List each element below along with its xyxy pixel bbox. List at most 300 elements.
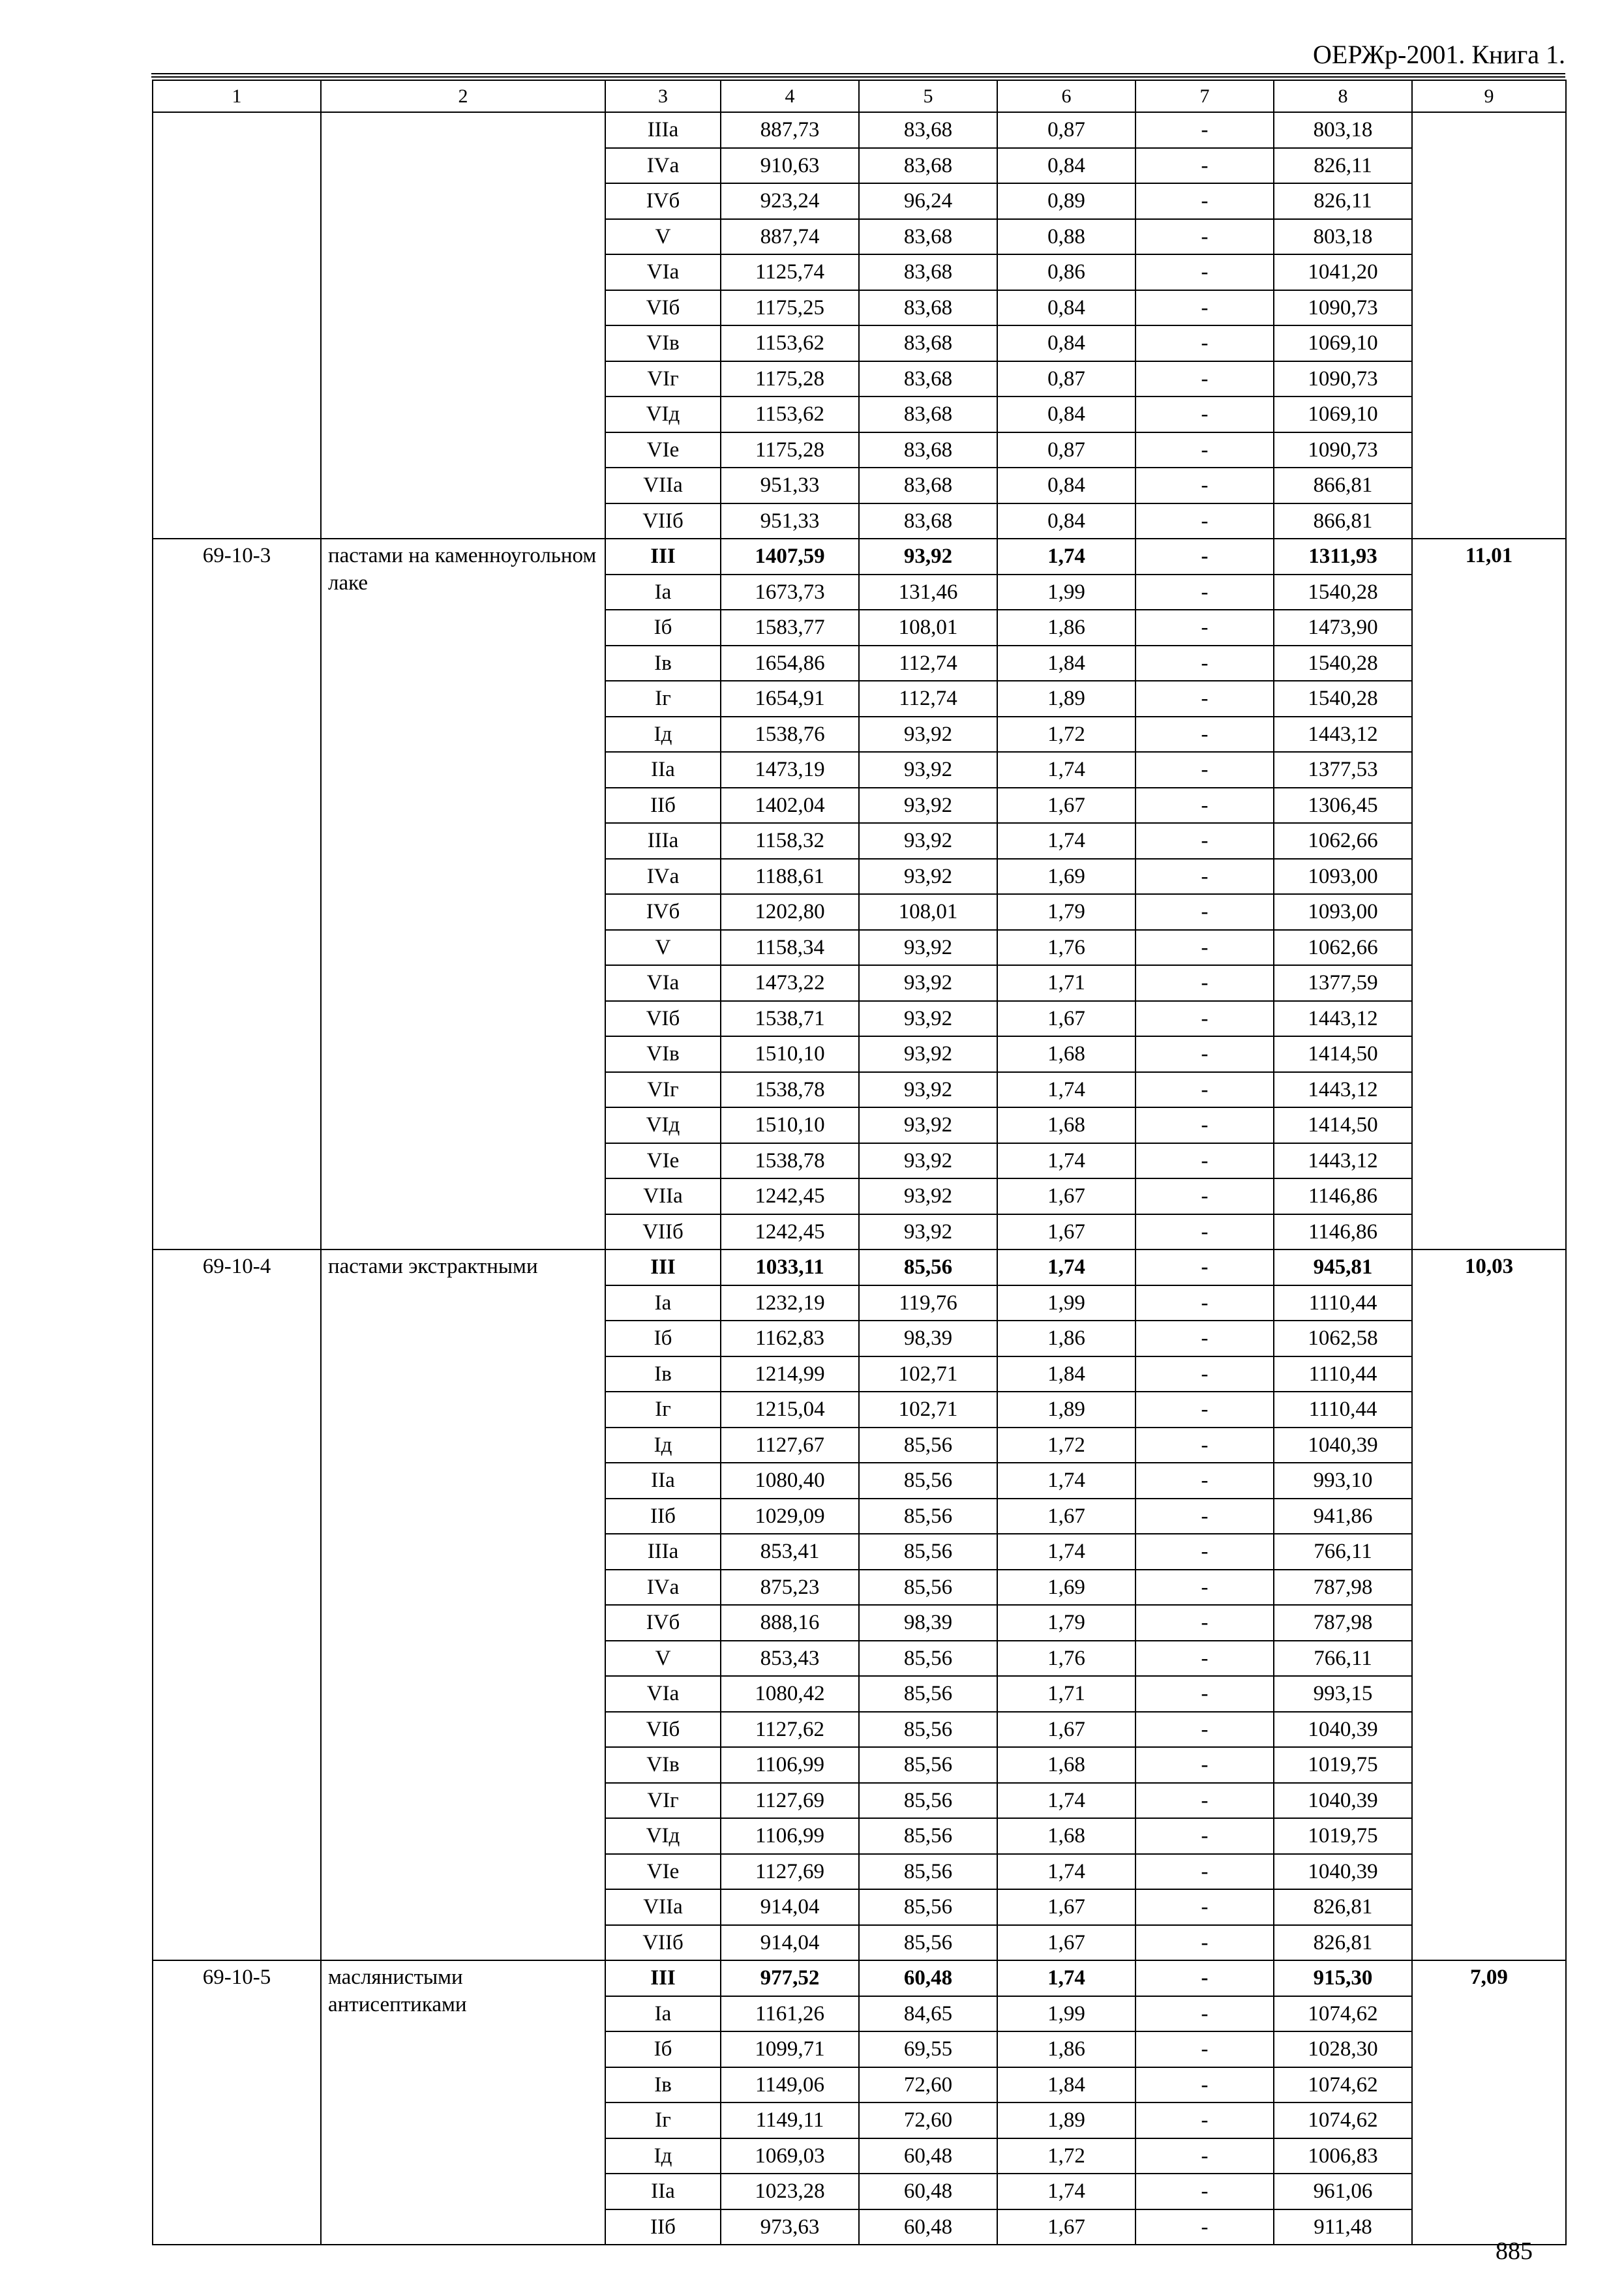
labor-cost-cell: 7,09 — [1412, 1960, 1566, 2245]
column-number-cell: 6 — [997, 80, 1135, 112]
column-number-cell: 1 — [153, 80, 321, 112]
wages-cell: 93,92 — [859, 859, 997, 895]
drivers-wages-cell: - — [1135, 325, 1274, 361]
category-cell: IIа — [605, 752, 721, 788]
drivers-wages-cell: - — [1135, 2031, 1274, 2067]
category-cell: Iа — [605, 1996, 721, 2032]
materials-cell: 826,81 — [1274, 1925, 1412, 1961]
wages-cell: 96,24 — [859, 183, 997, 219]
materials-cell: 1028,30 — [1274, 2031, 1412, 2067]
drivers-wages-cell: - — [1135, 2174, 1274, 2209]
table-row — [153, 112, 1566, 148]
wages-cell: 83,68 — [859, 468, 997, 503]
wages-cell: 83,68 — [859, 219, 997, 255]
machines-cell: 1,67 — [997, 1214, 1135, 1250]
materials-cell: 1069,10 — [1274, 325, 1412, 361]
materials-cell: 1414,50 — [1274, 1036, 1412, 1072]
drivers-wages-cell: - — [1135, 1285, 1274, 1321]
rate-code-cell: 69-10-5 — [153, 1960, 321, 2245]
machines-cell: 1,74 — [997, 1463, 1135, 1499]
machines-cell: 1,74 — [997, 752, 1135, 788]
column-number-cell: 5 — [859, 80, 997, 112]
total-cost-cell: 1538,71 — [721, 1001, 859, 1037]
materials-cell: 1090,73 — [1274, 290, 1412, 326]
materials-cell: 826,11 — [1274, 148, 1412, 184]
category-cell: Iб — [605, 610, 721, 646]
drivers-wages-cell: - — [1135, 148, 1274, 184]
total-cost-cell: 1127,69 — [721, 1854, 859, 1890]
category-cell: VIг — [605, 1072, 721, 1108]
total-cost-cell: 951,33 — [721, 503, 859, 539]
total-cost-cell: 888,16 — [721, 1605, 859, 1641]
materials-cell: 1040,39 — [1274, 1712, 1412, 1748]
drivers-wages-cell: - — [1135, 1925, 1274, 1961]
wages-cell: 102,71 — [859, 1392, 997, 1428]
drivers-wages-cell: - — [1135, 1392, 1274, 1428]
total-cost-cell: 1099,71 — [721, 2031, 859, 2067]
header-rule — [151, 76, 1565, 78]
machines-cell: 1,72 — [997, 1428, 1135, 1463]
wages-cell: 83,68 — [859, 112, 997, 148]
machines-cell: 1,67 — [997, 1178, 1135, 1214]
category-cell: VIа — [605, 254, 721, 290]
category-cell: VIIб — [605, 1925, 721, 1961]
materials-cell: 803,18 — [1274, 112, 1412, 148]
materials-cell: 1062,66 — [1274, 823, 1412, 859]
materials-cell: 1540,28 — [1274, 646, 1412, 681]
drivers-wages-cell: - — [1135, 2067, 1274, 2103]
materials-cell: 1146,86 — [1274, 1214, 1412, 1250]
drivers-wages-cell: - — [1135, 1499, 1274, 1534]
total-cost-cell: 853,41 — [721, 1534, 859, 1570]
category-cell: VIIб — [605, 503, 721, 539]
rate-code-cell: 69-10-4 — [153, 1249, 321, 1960]
category-cell: Iд — [605, 717, 721, 753]
total-cost-cell: 1214,99 — [721, 1356, 859, 1392]
machines-cell: 0,84 — [997, 325, 1135, 361]
materials-cell: 941,86 — [1274, 1499, 1412, 1534]
machines-cell: 1,79 — [997, 1605, 1135, 1641]
wages-cell: 85,56 — [859, 1925, 997, 1961]
total-cost-cell: 1023,28 — [721, 2174, 859, 2209]
materials-cell: 1041,20 — [1274, 254, 1412, 290]
materials-cell: 911,48 — [1274, 2209, 1412, 2245]
drivers-wages-cell: - — [1135, 503, 1274, 539]
drivers-wages-cell: - — [1135, 1783, 1274, 1819]
materials-cell: 1040,39 — [1274, 1854, 1412, 1890]
wages-cell: 93,92 — [859, 1001, 997, 1037]
category-cell: IVб — [605, 894, 721, 930]
materials-cell: 1093,00 — [1274, 859, 1412, 895]
drivers-wages-cell: - — [1135, 1001, 1274, 1037]
wages-cell: 83,68 — [859, 432, 997, 468]
drivers-wages-cell: - — [1135, 1534, 1274, 1570]
materials-cell: 1540,28 — [1274, 681, 1412, 717]
total-cost-cell: 1175,28 — [721, 432, 859, 468]
drivers-wages-cell: - — [1135, 2209, 1274, 2245]
wages-cell: 93,92 — [859, 1178, 997, 1214]
materials-cell: 1540,28 — [1274, 575, 1412, 610]
category-cell: Iв — [605, 2067, 721, 2103]
wages-cell: 85,56 — [859, 1428, 997, 1463]
wages-cell: 60,48 — [859, 1960, 997, 1996]
column-number-cell: 3 — [605, 80, 721, 112]
wages-cell: 93,92 — [859, 1072, 997, 1108]
drivers-wages-cell: - — [1135, 859, 1274, 895]
total-cost-cell: 1149,11 — [721, 2102, 859, 2138]
machines-cell: 1,67 — [997, 1499, 1135, 1534]
total-cost-cell: 1242,45 — [721, 1214, 859, 1250]
running-header: ОЕРЖр-2001. Книга 1. — [1313, 40, 1565, 69]
category-cell: Iг — [605, 2102, 721, 2138]
wages-cell: 93,92 — [859, 1214, 997, 1250]
machines-cell: 1,67 — [997, 788, 1135, 824]
total-cost-cell: 887,73 — [721, 112, 859, 148]
materials-cell: 1443,12 — [1274, 1001, 1412, 1037]
category-cell: IVа — [605, 148, 721, 184]
drivers-wages-cell: - — [1135, 361, 1274, 397]
category-cell: V — [605, 930, 721, 966]
materials-cell: 1110,44 — [1274, 1356, 1412, 1392]
materials-cell: 1074,62 — [1274, 1996, 1412, 2032]
total-cost-cell: 1175,25 — [721, 290, 859, 326]
machines-cell: 0,87 — [997, 112, 1135, 148]
category-cell: VIг — [605, 361, 721, 397]
wages-cell: 83,68 — [859, 325, 997, 361]
machines-cell: 0,88 — [997, 219, 1135, 255]
materials-cell: 1040,39 — [1274, 1428, 1412, 1463]
category-cell: Iб — [605, 2031, 721, 2067]
materials-cell: 1110,44 — [1274, 1285, 1412, 1321]
total-cost-cell: 951,33 — [721, 468, 859, 503]
wages-cell: 93,92 — [859, 788, 997, 824]
machines-cell: 0,86 — [997, 254, 1135, 290]
column-number-cell: 2 — [321, 80, 605, 112]
wages-cell: 83,68 — [859, 254, 997, 290]
total-cost-cell: 1162,83 — [721, 1321, 859, 1356]
total-cost-cell: 1127,62 — [721, 1712, 859, 1748]
wages-cell: 93,92 — [859, 752, 997, 788]
category-cell: IVа — [605, 1570, 721, 1606]
drivers-wages-cell: - — [1135, 930, 1274, 966]
total-cost-cell: 1242,45 — [721, 1178, 859, 1214]
table-row — [153, 539, 1566, 575]
work-name-cell: маслянистыми антисептиками — [321, 1960, 605, 2245]
drivers-wages-cell: - — [1135, 1712, 1274, 1748]
machines-cell: 1,76 — [997, 930, 1135, 966]
machines-cell: 1,99 — [997, 1285, 1135, 1321]
total-cost-cell: 1149,06 — [721, 2067, 859, 2103]
materials-cell: 1414,50 — [1274, 1107, 1412, 1143]
category-cell: V — [605, 219, 721, 255]
wages-cell: 85,56 — [859, 1818, 997, 1854]
total-cost-cell: 853,43 — [721, 1641, 859, 1677]
materials-cell: 915,30 — [1274, 1960, 1412, 1996]
drivers-wages-cell: - — [1135, 1605, 1274, 1641]
wages-cell: 131,46 — [859, 575, 997, 610]
wages-cell: 93,92 — [859, 823, 997, 859]
drivers-wages-cell: - — [1135, 681, 1274, 717]
wages-cell: 83,68 — [859, 361, 997, 397]
category-cell: Iд — [605, 2138, 721, 2174]
drivers-wages-cell: - — [1135, 2138, 1274, 2174]
wages-cell: 72,60 — [859, 2102, 997, 2138]
wages-cell: 93,92 — [859, 965, 997, 1001]
materials-cell: 1443,12 — [1274, 1072, 1412, 1108]
machines-cell: 1,71 — [997, 1676, 1135, 1712]
category-cell: Iв — [605, 646, 721, 681]
machines-cell: 1,86 — [997, 2031, 1135, 2067]
labor-cost-cell: 10,03 — [1412, 1249, 1566, 1960]
drivers-wages-cell: - — [1135, 1178, 1274, 1214]
machines-cell: 1,74 — [997, 1143, 1135, 1179]
category-cell: Iг — [605, 681, 721, 717]
drivers-wages-cell: - — [1135, 1818, 1274, 1854]
machines-cell: 1,67 — [997, 1001, 1135, 1037]
work-name-cell — [321, 112, 605, 539]
machines-cell: 1,68 — [997, 1747, 1135, 1783]
header-rule — [151, 73, 1565, 74]
materials-cell: 787,98 — [1274, 1605, 1412, 1641]
wages-cell: 93,92 — [859, 1036, 997, 1072]
drivers-wages-cell: - — [1135, 1996, 1274, 2032]
total-cost-cell: 1673,73 — [721, 575, 859, 610]
drivers-wages-cell: - — [1135, 468, 1274, 503]
machines-cell: 1,74 — [997, 1854, 1135, 1890]
wages-cell: 112,74 — [859, 681, 997, 717]
total-cost-cell: 1202,80 — [721, 894, 859, 930]
machines-cell: 1,69 — [997, 1570, 1135, 1606]
wages-cell: 93,92 — [859, 1143, 997, 1179]
materials-cell: 1110,44 — [1274, 1392, 1412, 1428]
total-cost-cell: 1158,32 — [721, 823, 859, 859]
total-cost-cell: 973,63 — [721, 2209, 859, 2245]
machines-cell: 1,71 — [997, 965, 1135, 1001]
machines-cell: 0,84 — [997, 148, 1135, 184]
machines-cell: 0,84 — [997, 468, 1135, 503]
page-number: 885 — [1496, 2237, 1533, 2265]
category-cell: IIб — [605, 1499, 721, 1534]
wages-cell: 60,48 — [859, 2209, 997, 2245]
total-cost-cell: 1080,40 — [721, 1463, 859, 1499]
drivers-wages-cell: - — [1135, 752, 1274, 788]
category-cell: IIа — [605, 1463, 721, 1499]
drivers-wages-cell: - — [1135, 1249, 1274, 1285]
machines-cell: 1,74 — [997, 2174, 1135, 2209]
total-cost-cell: 1106,99 — [721, 1818, 859, 1854]
category-cell: IIб — [605, 788, 721, 824]
wages-cell: 85,56 — [859, 1854, 997, 1890]
drivers-wages-cell: - — [1135, 112, 1274, 148]
wages-cell: 102,71 — [859, 1356, 997, 1392]
machines-cell: 1,89 — [997, 2102, 1135, 2138]
category-cell: VIб — [605, 290, 721, 326]
drivers-wages-cell: - — [1135, 1356, 1274, 1392]
total-cost-cell: 1215,04 — [721, 1392, 859, 1428]
materials-cell: 1093,00 — [1274, 894, 1412, 930]
drivers-wages-cell: - — [1135, 396, 1274, 432]
wages-cell: 60,48 — [859, 2174, 997, 2209]
category-cell: IVб — [605, 183, 721, 219]
column-number-row — [153, 80, 1566, 112]
total-cost-cell: 910,63 — [721, 148, 859, 184]
wages-cell: 93,92 — [859, 717, 997, 753]
materials-cell: 866,81 — [1274, 468, 1412, 503]
category-cell: VIе — [605, 432, 721, 468]
machines-cell: 1,74 — [997, 1783, 1135, 1819]
wages-cell: 85,56 — [859, 1889, 997, 1925]
drivers-wages-cell: - — [1135, 1676, 1274, 1712]
category-cell: IVб — [605, 1605, 721, 1641]
wages-cell: 98,39 — [859, 1605, 997, 1641]
wages-cell: 85,56 — [859, 1783, 997, 1819]
total-cost-cell: 1153,62 — [721, 396, 859, 432]
total-cost-cell: 1175,28 — [721, 361, 859, 397]
drivers-wages-cell: - — [1135, 1641, 1274, 1677]
drivers-wages-cell: - — [1135, 254, 1274, 290]
category-cell: Iб — [605, 1321, 721, 1356]
labor-cost-cell: 11,01 — [1412, 539, 1566, 1249]
total-cost-cell: 1654,91 — [721, 681, 859, 717]
machines-cell: 0,87 — [997, 432, 1135, 468]
column-number-cell: 9 — [1412, 80, 1566, 112]
machines-cell: 1,84 — [997, 2067, 1135, 2103]
machines-cell: 1,67 — [997, 1925, 1135, 1961]
drivers-wages-cell: - — [1135, 1072, 1274, 1108]
materials-cell: 1090,73 — [1274, 361, 1412, 397]
total-cost-cell: 1188,61 — [721, 859, 859, 895]
drivers-wages-cell: - — [1135, 1960, 1274, 1996]
materials-cell: 1377,53 — [1274, 752, 1412, 788]
machines-cell: 1,67 — [997, 1712, 1135, 1748]
category-cell: III — [605, 1960, 721, 1996]
total-cost-cell: 1402,04 — [721, 788, 859, 824]
total-cost-cell: 1510,10 — [721, 1107, 859, 1143]
materials-cell: 826,11 — [1274, 183, 1412, 219]
total-cost-cell: 1510,10 — [721, 1036, 859, 1072]
machines-cell: 1,74 — [997, 823, 1135, 859]
wages-cell: 72,60 — [859, 2067, 997, 2103]
machines-cell: 1,69 — [997, 859, 1135, 895]
materials-cell: 787,98 — [1274, 1570, 1412, 1606]
category-cell: VIе — [605, 1143, 721, 1179]
machines-cell: 1,74 — [997, 1249, 1135, 1285]
total-cost-cell: 1538,78 — [721, 1072, 859, 1108]
wages-cell: 83,68 — [859, 396, 997, 432]
machines-cell: 1,72 — [997, 717, 1135, 753]
drivers-wages-cell: - — [1135, 1036, 1274, 1072]
machines-cell: 1,89 — [997, 1392, 1135, 1428]
total-cost-cell: 977,52 — [721, 1960, 859, 1996]
total-cost-cell: 1080,42 — [721, 1676, 859, 1712]
drivers-wages-cell: - — [1135, 1463, 1274, 1499]
wages-cell: 93,92 — [859, 1107, 997, 1143]
machines-cell: 1,84 — [997, 1356, 1135, 1392]
materials-cell: 1069,10 — [1274, 396, 1412, 432]
drivers-wages-cell: - — [1135, 1143, 1274, 1179]
materials-cell: 1074,62 — [1274, 2102, 1412, 2138]
column-number-cell: 7 — [1135, 80, 1274, 112]
machines-cell: 1,99 — [997, 1996, 1135, 2032]
category-cell: Iа — [605, 575, 721, 610]
category-cell: Iд — [605, 1428, 721, 1463]
drivers-wages-cell: - — [1135, 1747, 1274, 1783]
wages-cell: 85,56 — [859, 1676, 997, 1712]
materials-cell: 766,11 — [1274, 1534, 1412, 1570]
category-cell: VIв — [605, 325, 721, 361]
materials-cell: 1019,75 — [1274, 1747, 1412, 1783]
materials-cell: 1040,39 — [1274, 1783, 1412, 1819]
category-cell: IIIа — [605, 1534, 721, 1570]
materials-cell: 826,81 — [1274, 1889, 1412, 1925]
total-cost-cell: 1538,76 — [721, 717, 859, 753]
materials-cell: 1146,86 — [1274, 1178, 1412, 1214]
machines-cell: 1,74 — [997, 1072, 1135, 1108]
materials-cell: 1443,12 — [1274, 1143, 1412, 1179]
materials-cell: 1074,62 — [1274, 2067, 1412, 2103]
drivers-wages-cell: - — [1135, 1214, 1274, 1250]
machines-cell: 1,86 — [997, 1321, 1135, 1356]
category-cell: IIIа — [605, 823, 721, 859]
wages-cell: 85,56 — [859, 1712, 997, 1748]
wages-cell: 69,55 — [859, 2031, 997, 2067]
category-cell: Iа — [605, 1285, 721, 1321]
total-cost-cell: 1654,86 — [721, 646, 859, 681]
machines-cell: 1,68 — [997, 1036, 1135, 1072]
category-cell: VIIа — [605, 1889, 721, 1925]
table-row — [153, 1960, 1566, 1996]
total-cost-cell: 875,23 — [721, 1570, 859, 1606]
drivers-wages-cell: - — [1135, 965, 1274, 1001]
category-cell: VIб — [605, 1001, 721, 1037]
wages-cell: 98,39 — [859, 1321, 997, 1356]
category-cell: VIIа — [605, 468, 721, 503]
drivers-wages-cell: - — [1135, 894, 1274, 930]
wages-cell: 108,01 — [859, 610, 997, 646]
materials-cell: 993,15 — [1274, 1676, 1412, 1712]
machines-cell: 1,79 — [997, 894, 1135, 930]
materials-cell: 961,06 — [1274, 2174, 1412, 2209]
machines-cell: 1,74 — [997, 539, 1135, 575]
drivers-wages-cell: - — [1135, 219, 1274, 255]
machines-cell: 1,89 — [997, 681, 1135, 717]
drivers-wages-cell: - — [1135, 1107, 1274, 1143]
materials-cell: 1311,93 — [1274, 539, 1412, 575]
total-cost-cell: 1232,19 — [721, 1285, 859, 1321]
total-cost-cell: 914,04 — [721, 1889, 859, 1925]
machines-cell: 1,67 — [997, 1889, 1135, 1925]
materials-cell: 1377,59 — [1274, 965, 1412, 1001]
category-cell: IIIа — [605, 112, 721, 148]
materials-cell: 1006,83 — [1274, 2138, 1412, 2174]
column-number-cell: 4 — [721, 80, 859, 112]
table-row — [153, 1249, 1566, 1285]
wages-cell: 85,56 — [859, 1570, 997, 1606]
wages-cell: 83,68 — [859, 148, 997, 184]
machines-cell: 1,84 — [997, 646, 1135, 681]
total-cost-cell: 1583,77 — [721, 610, 859, 646]
total-cost-cell: 923,24 — [721, 183, 859, 219]
wages-cell: 85,56 — [859, 1534, 997, 1570]
machines-cell: 0,84 — [997, 503, 1135, 539]
wages-cell: 93,92 — [859, 930, 997, 966]
wages-cell: 119,76 — [859, 1285, 997, 1321]
total-cost-cell: 1473,22 — [721, 965, 859, 1001]
drivers-wages-cell: - — [1135, 610, 1274, 646]
total-cost-cell: 1125,74 — [721, 254, 859, 290]
materials-cell: 1062,66 — [1274, 930, 1412, 966]
category-cell: IVа — [605, 859, 721, 895]
